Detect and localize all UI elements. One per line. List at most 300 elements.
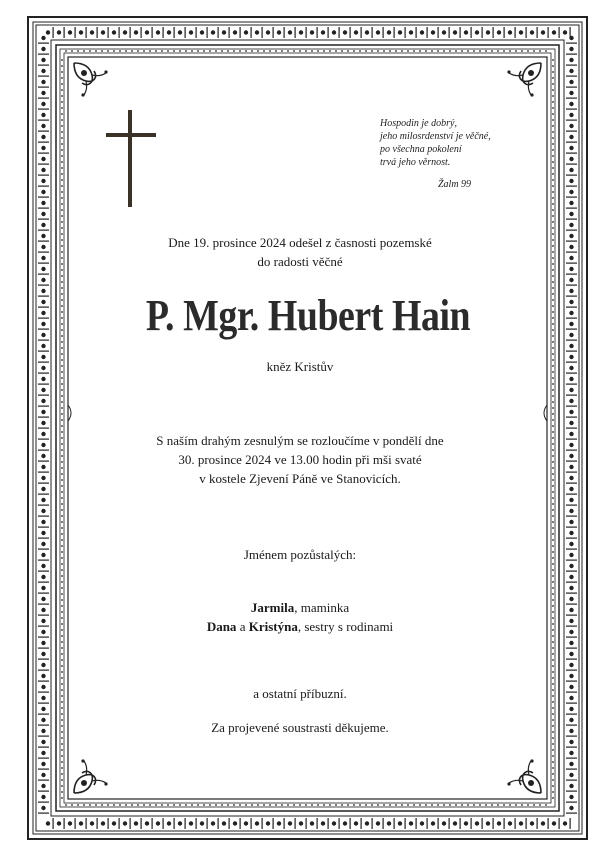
border-ornament [569, 806, 573, 810]
border-ornament [61, 179, 63, 181]
border-ornament [61, 503, 63, 505]
border-ornament [419, 50, 421, 52]
border-ornament [61, 677, 63, 679]
border-ornament [233, 30, 237, 34]
border-ornament [552, 395, 554, 397]
border-ornament [61, 755, 63, 757]
border-ornament [61, 665, 63, 667]
border-ornament [167, 821, 171, 825]
border-ornament [119, 50, 121, 52]
border-ornament [143, 804, 145, 806]
border-ornament [359, 50, 361, 52]
border-ornament [515, 50, 517, 52]
border-ornament [61, 197, 63, 199]
border-ornament [569, 421, 573, 425]
border-ornament [473, 804, 475, 806]
border-ornament [323, 804, 325, 806]
border-ornament [263, 804, 265, 806]
border-ornament [473, 50, 475, 52]
border-ornament [41, 58, 45, 62]
border-ornament [569, 212, 573, 216]
border-ornament [566, 494, 577, 495]
border-ornament [61, 785, 63, 787]
border-ornament [251, 27, 252, 38]
border-ornament [407, 50, 409, 52]
border-ornament [244, 821, 248, 825]
border-ornament [387, 30, 391, 34]
border-ornament [299, 30, 303, 34]
border-ornament [61, 143, 63, 145]
border-ornament [38, 813, 49, 814]
border-ornament [570, 818, 571, 829]
border-ornament [425, 50, 427, 52]
border-ornament [569, 157, 573, 161]
border-ornament [431, 30, 435, 34]
border-ornament [61, 107, 63, 109]
border-ornament [141, 27, 142, 38]
border-ornament [321, 30, 325, 34]
border-ornament [317, 818, 318, 829]
border-ornament [566, 538, 577, 539]
border-ornament [552, 161, 554, 163]
border-ornament [38, 98, 49, 99]
border-ornament [566, 384, 577, 385]
border-ornament [57, 30, 61, 34]
border-ornament [569, 179, 573, 183]
border-ornament [161, 50, 163, 52]
border-ornament [526, 27, 527, 38]
border-ornament [471, 818, 472, 829]
border-ornament [569, 58, 573, 62]
border-ornament [61, 59, 63, 61]
border-ornament [240, 818, 241, 829]
border-ornament [449, 50, 451, 52]
border-ornament [61, 221, 63, 223]
border-ornament [566, 98, 577, 99]
border-ornament [311, 50, 313, 52]
border-ornament [61, 119, 63, 121]
border-ornament [269, 804, 271, 806]
border-ornament [41, 652, 45, 656]
border-ornament [566, 54, 577, 55]
border-ornament [64, 818, 65, 829]
border-ornament [119, 818, 120, 829]
border-ornament [552, 119, 554, 121]
border-ornament [263, 50, 265, 52]
border-ornament [321, 821, 325, 825]
border-ornament [41, 201, 45, 205]
border-ornament [61, 653, 63, 655]
border-ornament [443, 804, 445, 806]
border-ornament [38, 384, 49, 385]
corner-flourish-icon [74, 63, 108, 97]
border-ornament [61, 641, 63, 643]
border-ornament [416, 27, 417, 38]
border-ornament [189, 30, 193, 34]
border-ornament [552, 785, 554, 787]
border-ornament [275, 804, 277, 806]
border-ornament [61, 419, 63, 421]
border-ornament [566, 802, 577, 803]
border-ornament [552, 779, 554, 781]
border-ornament [420, 30, 424, 34]
border-ornament [566, 582, 577, 583]
border-ornament [101, 30, 105, 34]
border-ornament [277, 821, 281, 825]
border-ornament [566, 791, 577, 792]
border-ornament [566, 186, 577, 187]
border-ornament [566, 43, 577, 44]
border-ornament [113, 804, 115, 806]
border-ornament [61, 533, 63, 535]
border-ornament [101, 804, 103, 806]
border-ornament [569, 509, 573, 513]
border-ornament [281, 804, 283, 806]
border-ornament [566, 208, 577, 209]
border-ornament [566, 230, 577, 231]
border-ornament [407, 804, 409, 806]
border-ornament [409, 821, 413, 825]
border-ornament [174, 818, 175, 829]
border-ornament [569, 564, 573, 568]
border-ornament [227, 804, 229, 806]
border-ornament [566, 428, 577, 429]
border-ornament [354, 821, 358, 825]
border-ornament [569, 663, 573, 667]
border-ornament [566, 164, 577, 165]
border-ornament [552, 671, 554, 673]
border-ornament [377, 50, 379, 52]
border-ornament [38, 769, 49, 770]
border-ornament [443, 50, 445, 52]
border-ornament [449, 804, 451, 806]
border-ornament [125, 50, 127, 52]
border-ornament [61, 575, 63, 577]
border-ornament [61, 227, 63, 229]
border-ornament [239, 50, 241, 52]
border-ornament [38, 747, 49, 748]
border-ornament [306, 27, 307, 38]
border-ornament [387, 821, 391, 825]
border-ornament [38, 65, 49, 66]
border-ornament [41, 377, 45, 381]
mourner-relation: , maminka [294, 600, 350, 615]
border-ornament [569, 641, 573, 645]
border-ornament [519, 30, 523, 34]
border-ornament [552, 791, 554, 793]
border-ornament [218, 818, 219, 829]
border-ornament [38, 681, 49, 682]
announcement-line: Dne 19. prosince 2024 odešel z časnosti pozemské [168, 235, 432, 250]
border-ornament [552, 287, 554, 289]
border-ornament [508, 821, 512, 825]
border-ornament [83, 804, 85, 806]
border-ornament [233, 821, 237, 825]
border-ornament [61, 101, 63, 103]
border-ornament [552, 107, 554, 109]
border-ornament [38, 659, 49, 660]
border-ornament [61, 407, 63, 409]
border-ornament [61, 341, 63, 343]
border-ornament [566, 285, 577, 286]
border-ornament [329, 50, 331, 52]
border-ornament [41, 157, 45, 161]
border-ornament [262, 27, 263, 38]
border-ornament [179, 50, 181, 52]
border-ornament [398, 30, 402, 34]
border-ornament [335, 50, 337, 52]
border-ornament [41, 740, 45, 744]
border-ornament [437, 804, 439, 806]
border-ornament [131, 804, 133, 806]
border-ornament [566, 571, 577, 572]
border-ornament [566, 142, 577, 143]
border-ornament [449, 27, 450, 38]
border-ornament [229, 27, 230, 38]
border-ornament [284, 818, 285, 829]
border-ornament [46, 821, 50, 825]
border-ornament [569, 223, 573, 227]
border-ornament [420, 821, 424, 825]
border-ornament [77, 50, 79, 52]
border-ornament [269, 50, 271, 52]
border-ornament [552, 179, 554, 181]
border-ornament [552, 413, 554, 415]
border-ornament [317, 27, 318, 38]
deceased-title: kněz Kristův [266, 359, 334, 374]
border-ornament [427, 27, 428, 38]
border-ornament [552, 737, 554, 739]
border-ornament [365, 50, 367, 52]
border-ornament [251, 50, 253, 52]
border-ornament [38, 516, 49, 517]
border-ornament [425, 804, 427, 806]
border-ornament [569, 410, 573, 414]
border-ornament [552, 773, 554, 775]
border-ornament [38, 395, 49, 396]
border-ornament [552, 407, 554, 409]
psalm-line: po všechna pokolení [380, 144, 462, 155]
border-ornament [416, 818, 417, 829]
border-ornament [341, 50, 343, 52]
border-ornament [552, 497, 554, 499]
border-ornament [38, 670, 49, 671]
border-ornament [389, 50, 391, 52]
border-ornament [464, 821, 468, 825]
border-ornament [211, 821, 215, 825]
border-ornament [552, 143, 554, 145]
border-ornament [41, 168, 45, 172]
border-ornament [61, 77, 63, 79]
border-ornament [467, 804, 469, 806]
border-ornament [174, 27, 175, 38]
border-ornament [508, 30, 512, 34]
border-ornament [41, 674, 45, 678]
border-ornament [61, 173, 63, 175]
border-ornament [471, 27, 472, 38]
border-ornament [526, 818, 527, 829]
border-ornament [552, 65, 554, 67]
border-ornament [41, 190, 45, 194]
border-ornament [341, 804, 343, 806]
border-ornament [41, 113, 45, 117]
border-ornament [156, 30, 160, 34]
border-ornament [569, 146, 573, 150]
border-ornament [38, 153, 49, 154]
border-ornament [90, 30, 94, 34]
border-ornament [552, 227, 554, 229]
border-ornament [61, 521, 63, 523]
border-ornament [552, 665, 554, 667]
border-ornament [509, 50, 511, 52]
border-ornament [167, 50, 169, 52]
border-ornament [163, 818, 164, 829]
border-ornament [38, 197, 49, 198]
border-ornament [566, 780, 577, 781]
border-ornament [295, 818, 296, 829]
border-ornament [288, 821, 292, 825]
border-ornament [245, 804, 247, 806]
border-ornament [405, 818, 406, 829]
border-ornament [497, 804, 499, 806]
border-ornament [497, 30, 501, 34]
border-ornament [38, 43, 49, 44]
mourner-relation: , sestry s rodinami [297, 619, 394, 634]
border-ornament [569, 795, 573, 799]
border-ornament [61, 581, 63, 583]
border-ornament [552, 503, 554, 505]
border-ornament [295, 27, 296, 38]
border-ornament [155, 50, 157, 52]
border-ornament [207, 818, 208, 829]
border-ornament [563, 821, 567, 825]
border-ornament [155, 804, 157, 806]
border-ornament [61, 395, 63, 397]
border-ornament [552, 341, 554, 343]
mourner-name: Dana [206, 619, 237, 634]
border-ornament [53, 27, 54, 38]
border-ornament [497, 821, 501, 825]
border-ornament [394, 818, 395, 829]
border-ornament [196, 818, 197, 829]
border-ornament [552, 185, 554, 187]
border-ornament [365, 804, 367, 806]
border-ornament [569, 674, 573, 678]
border-ornament [41, 641, 45, 645]
border-ornament [566, 131, 577, 132]
border-ornament [365, 30, 369, 34]
border-ornament [57, 821, 61, 825]
mourner-row [0, 617, 600, 636]
border-ornament [38, 406, 49, 407]
border-ornament [569, 278, 573, 282]
border-ornament [61, 389, 63, 391]
border-ornament [566, 758, 577, 759]
border-ornament [329, 804, 331, 806]
border-ornament [41, 344, 45, 348]
border-ornament [566, 681, 577, 682]
border-ornament [530, 30, 534, 34]
border-ornament [38, 571, 49, 572]
corner-flourish-icon [74, 759, 108, 793]
border-ornament [552, 215, 554, 217]
border-ornament [383, 27, 384, 38]
border-ornament [566, 406, 577, 407]
border-ornament [38, 714, 49, 715]
border-ornament [38, 780, 49, 781]
mourner-name: Jarmila [250, 600, 295, 615]
border-ornament [409, 30, 413, 34]
border-ornament [86, 818, 87, 829]
border-ornament [552, 131, 554, 133]
border-ornament [566, 813, 577, 814]
border-ornament [493, 27, 494, 38]
border-ornament [101, 821, 105, 825]
border-ornament [68, 821, 72, 825]
border-ornament [38, 76, 49, 77]
border-ornament [482, 27, 483, 38]
border-ornament [266, 30, 270, 34]
border-ornament [287, 804, 289, 806]
border-ornament [455, 804, 457, 806]
announcement-line: do radosti věčné [257, 254, 343, 269]
border-ornament [552, 209, 554, 211]
border-ornament [61, 773, 63, 775]
border-ornament [552, 137, 554, 139]
border-ornament [376, 30, 380, 34]
border-ornament [519, 821, 523, 825]
border-ornament [509, 804, 511, 806]
border-ornament [552, 647, 554, 649]
border-ornament [533, 804, 535, 806]
border-ornament [552, 101, 554, 103]
border-ornament [61, 191, 63, 193]
psalm-line: Hospodin je dobrý, [380, 118, 457, 129]
border-ornament [371, 804, 373, 806]
border-ornament [566, 87, 577, 88]
border-ornament [552, 275, 554, 277]
border-ornament [185, 27, 186, 38]
border-ornament [61, 569, 63, 571]
corner-flourish-icon [507, 63, 541, 97]
border-ornament [566, 76, 577, 77]
border-ornament [377, 804, 379, 806]
border-ornament [131, 50, 133, 52]
border-ornament [552, 155, 554, 157]
farewell-notice [0, 431, 600, 488]
border-ornament [221, 50, 223, 52]
border-ornament [38, 505, 49, 506]
border-ornament [566, 747, 577, 748]
border-ornament [38, 527, 49, 528]
border-ornament [569, 773, 573, 777]
border-ornament [566, 505, 577, 506]
border-ornament [310, 821, 314, 825]
border-ornament [61, 353, 63, 355]
border-ornament [257, 804, 259, 806]
border-ornament [552, 281, 554, 283]
border-ornament [167, 30, 171, 34]
border-ornament [38, 131, 49, 132]
border-ornament [61, 779, 63, 781]
border-ornament [552, 389, 554, 391]
border-ornament [41, 102, 45, 106]
border-ornament [566, 109, 577, 110]
border-ornament [38, 274, 49, 275]
border-ornament [504, 818, 505, 829]
border-ornament [566, 219, 577, 220]
border-ornament [467, 50, 469, 52]
